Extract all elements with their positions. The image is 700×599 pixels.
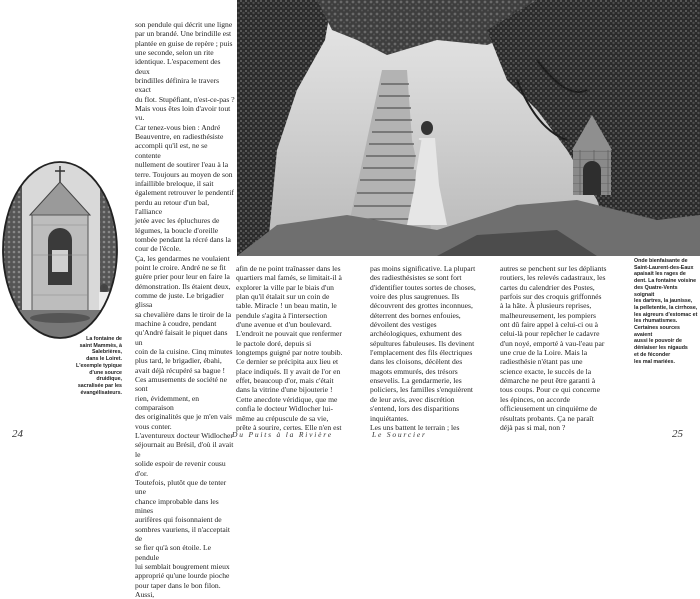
text-line: identique. L'espacement des deux [135,57,221,76]
text-line: terre. Toujours au moyen de son [135,169,233,179]
text-line: rien, évidemment, en comparaison [135,393,200,413]
main-photo-stairs-fountain [237,0,700,256]
caption-line: L'exemple typique [75,362,122,369]
text-line: tous coups. Pour ce qui concerne [500,385,600,395]
text-line: sépultures fabuleuses. Ils devinent [370,338,475,348]
text-line: les épinces, on accorde [500,394,570,404]
text-line: Car tenez-vous bien : André [135,122,221,132]
chapel-photo-illustration [2,160,120,340]
text-line: celui-là pour repêcher le cadavre [500,329,600,339]
text-line: parfois sur des croquis griffonnés [500,292,602,302]
text-line: radiesthésie n'étant pas une [500,357,583,367]
caption-line: Saint-Laurent-des-Eaux [634,264,694,271]
text-column-3 [370,264,494,432]
caption-line: Salebrières, [91,349,122,356]
oval-photo-chapel [2,160,120,340]
text-line: afin de ne point traînasser dans les [236,264,341,273]
text-line: inquiétantes. [370,413,409,423]
text-line: magots emmurés, des trésors [370,366,458,376]
text-line: perdu au retour d'un bal, l'alliance [135,197,210,216]
text-line: chance improbable dans les mines [135,496,219,515]
text-line: des radiesthésistes se sont fort [370,273,462,283]
text-line: une seconde, selon un rite [135,48,214,58]
text-line: Ce dernier se précipita aux lieu et [236,357,339,367]
text-line: du flot. Stupéfiant, n'est-ce-pas ? [135,94,235,104]
text-line: table. Miracle ! un beau matin, le [236,301,337,311]
text-line: science exacte, le succès de la [500,366,592,376]
text-line: routiers, les relevés cadastraux, les [500,273,606,283]
text-line: tombée pendant la récré dans la [135,234,231,244]
text-line: accompli qu'il est, ne se contente [135,141,208,160]
text-line: s'entend, lors des disparitions [370,404,460,414]
text-line: Ces amusements de société ne sont [135,375,227,394]
text-line: solide espoir de revenir cousu d'or. [135,459,226,478]
text-column-1 [135,20,235,599]
caption-line: druidique, [96,376,122,383]
text-line: ont dû faire appel à celui-ci ou à [500,320,599,330]
caption-line: apaisait les rages de [634,271,686,278]
text-column-2 [236,264,360,432]
text-line: archéologiques, exhument des [370,329,462,339]
text-line: place indiqués. Il y avait de l'or en [236,366,341,376]
text-line: Les uns battent le terrain ; les [370,422,460,432]
text-line: point le croire. André ne se fit [135,262,226,272]
caption-line: évangélisateurs. [80,389,122,396]
caption-line: les rhumatismes. [634,318,678,325]
text-line: dévoilent des vestiges [370,320,437,330]
caption-chapel [42,336,122,396]
text-line: ensevelis. La gendarmerie, les [370,376,462,386]
text-line: vous conter. [135,421,172,431]
text-line: légumes, la boucle d'oreille [135,225,219,235]
text-line: résultats probants. Ça ne paraît [500,413,594,423]
running-head-right: Le Sourcier [372,430,427,439]
text-line: officieusement un cinquième de [500,404,598,414]
caption-line: les dartres, la jaunisse, [634,298,693,305]
text-line: brindilles définira le travers exact [135,76,220,95]
text-line: jetée avec les épluchures de [135,216,220,226]
text-line: dans les cloisons, décèlent des [370,357,463,367]
text-line: d'identifier toutes sortes de choses, [370,282,476,292]
text-line: son pendule qui décrit une ligne [135,20,233,29]
text-line: découvrent des grottes inconnues, [370,301,473,311]
text-line: Toutefois, plutôt que de tenter une [135,477,227,497]
text-line: policiers, les familles s'enquièrent [370,385,474,395]
text-line: qu'André faisait le piquet dans un [135,328,228,347]
text-line: confia le docteur Widlocher lui- [236,404,333,414]
text-line: se fier qu'à son étoile. Le pendule [135,543,212,562]
text-line: plantée en guise de repère ; puis [135,38,233,48]
text-line: coin de la cuisine. Cinq minutes [135,347,233,357]
text-line: plus tard, le brigadier, ébahi, [135,356,222,366]
text-line: pour taper dans le bon filon. Aussi, [135,580,221,599]
text-line: lui semblait bougrement mieux [135,561,230,571]
caption-line: les aigreurs d'estomac et [634,311,698,318]
text-line: nullement de soutirer l'eau à la [135,160,229,170]
caption-line: d'une source [89,369,122,376]
caption-line: dans le Loiret. [86,356,122,363]
text-line: d'une avenue et d'un boulevard. [236,320,332,330]
text-line: également retrouver le pendentif [135,188,234,198]
text-line: longtemps guigné par notre toubib. [236,348,343,358]
text-line: autres se penchent sur les dépliants [500,264,607,273]
text-line: quartiers mal famés, se limitait-il à [236,273,342,283]
text-line: l'emplacement des fils électriques [370,348,473,358]
text-line: machine à coudre, pendant [135,319,217,328]
text-line: Mais vous êtes loin d'avoir tout vu. [135,104,231,123]
text-line: guère prier pour leur en faire la [135,272,230,282]
text-line: démarche ne peut être garanti à [500,376,596,386]
text-line: aurifères qui foisonnaient de [135,515,222,525]
text-line: des originalités que je m'en vais [135,412,232,422]
text-line: avait déjà récupéré sa bague ! [135,365,226,375]
text-line: cour de l'école. [135,244,181,254]
text-line: L'endroit ne pouvait que renfermer [236,329,342,339]
caption-line: déniaiser les nigauds [634,345,688,352]
page-number-right: 25 [672,428,683,440]
text-line: malheureusement, les pompiers [500,310,596,320]
text-line: sa chevalière dans le tiroir de la [135,309,232,319]
text-line: une crue de la Loire. Mais la [500,348,588,358]
running-head-left: Du Puits à la Rivière [232,430,333,439]
text-line: Cette anecdote véridique, que me [236,394,338,404]
caption-line: aussi le pouvoir de [634,338,682,345]
text-line: de leur avis, avec discrétion [370,394,455,404]
caption-line: des Quatre-Vents soignait [634,284,678,298]
caption-line: les mal mariées. [634,358,675,365]
text-line: voire des plus saugrenues. Ils [370,292,460,302]
caption-line: sacralisée par les [77,382,122,389]
caption-line: Onde bienfaisante de [634,258,688,264]
text-line: infaillible breloque, il sait [135,178,214,188]
text-line: d'un noyé, emporté à vau-l'eau par [500,338,605,348]
text-line: pendule s'agita à l'intersection [236,310,328,320]
text-line: approprié qu'une lourde pioche [135,571,230,581]
text-column-4 [500,264,630,432]
text-line: effet, beaucoup d'or, mais c'était [236,376,334,386]
caption-fountain [634,258,698,365]
text-line: démonstration. Ils étaient deux, [135,281,231,291]
text-line: L'aventureux docteur Widlocher [135,431,233,441]
text-line: cartes du calendrier des Postes, [500,282,595,292]
text-line: explorer la ville par le biais d'un [236,282,334,292]
text-line: à la hâte. À plusieurs reprises, [500,301,592,311]
text-line: dans la vitrine d'une bijouterie ! [236,385,333,395]
text-line: déterrent des bornes enfouies, [370,310,461,320]
text-line: plan qu'il étalait sur un coin de [236,292,330,302]
caption-line: Certaines sources avaient [634,325,680,338]
text-line: pas moins significative. La plupart [370,264,476,273]
caption-line: et de féconder [634,351,671,358]
caption-line: saint Mammès, à [79,342,122,349]
text-line: séjournait au Brésil, d'où il avait le [135,440,234,459]
text-line: comme de juste. Le brigadier glissa [135,290,224,310]
text-line: sombres vauriens, il n'acceptait de [135,524,230,543]
main-photo-illustration [237,0,700,256]
text-line: Beauventre, en radiesthésiste [135,132,224,142]
text-line: par un brandé. Une brindille est [135,29,232,39]
text-line: Ça, les gendarmes ne voulaient [135,253,230,263]
caption-line: La fontaine de [86,336,122,342]
text-line: déjà pas si mal, non ? [500,422,566,432]
text-line: même au crépuscule de sa vie, [236,413,329,423]
page-number-left: 24 [12,428,23,440]
caption-line: la pelletentie, la cirrhose, [634,304,698,311]
text-line: le pactole doré, depuis si [236,338,312,348]
caption-line: dent. La fontaine voisine [634,278,697,285]
text-line: prête à sourire, certes. Elle n'en est [236,422,342,432]
